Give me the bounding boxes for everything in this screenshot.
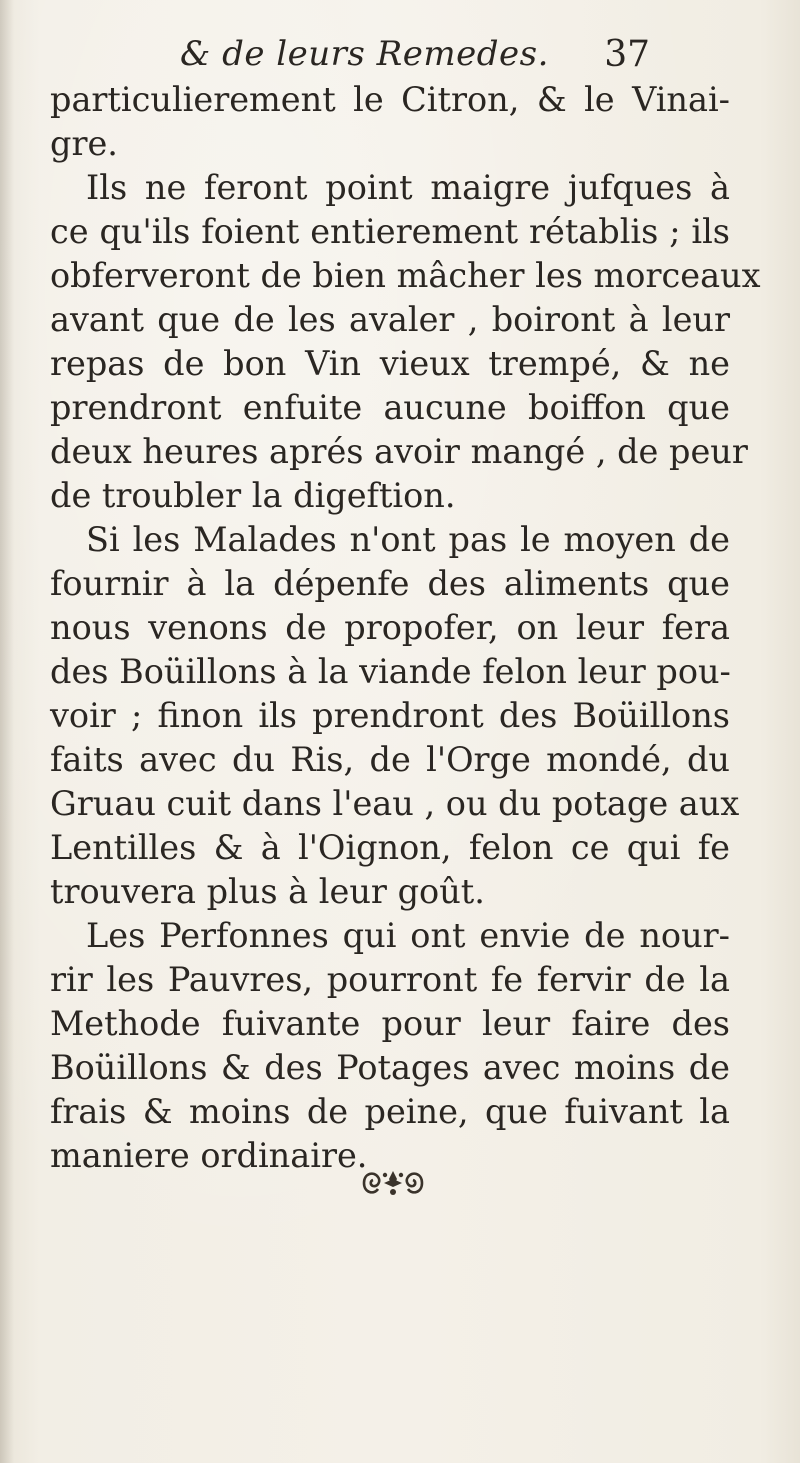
text-line: faits avec du Ris, de l'Orge mondé, du <box>50 740 730 779</box>
text-line: Lentilles & à l'Oignon, felon ce qui fe <box>50 828 730 867</box>
spine-shadow <box>0 0 14 1463</box>
paragraph-start-line: Ils ne feront point maigre jufques à <box>86 168 730 207</box>
text-line: Gruau cuit dans l'eau , ou du potage aux <box>50 784 740 823</box>
text-line: fournir à la dépenfe des aliments que <box>50 564 730 603</box>
text-line: frais & moins de peine, que fuivant la <box>50 1092 730 1131</box>
text-line: rir les Pauvres, pourront fe fervir de la <box>50 960 730 999</box>
text-line: des Boüillons à la viande felon leur pou- <box>50 652 731 691</box>
text-line: ce qu'ils foient entierement rétablis ; ils <box>50 212 730 251</box>
paragraph-start-line: Si les Malades n'ont pas le moyen de <box>86 520 730 559</box>
text-line: prendront enfuite aucune boiffon que <box>50 388 730 427</box>
text-line: de troubler la digeftion. <box>50 476 456 515</box>
body-text <box>50 78 761 1178</box>
text-line: obferveront de bien mâcher les morceaux <box>50 256 761 295</box>
text-line: voir ; finon ils prendront des Boüillons <box>50 696 730 735</box>
page-number: 37 <box>604 34 650 75</box>
text-line: avant que de les avaler , boiront à leur <box>50 300 730 339</box>
running-head <box>180 34 650 84</box>
text-line: particulierement le Citron, & le Vinai- <box>50 80 730 119</box>
fleuron-ornament-icon <box>358 1165 428 1201</box>
running-head-title: & de leurs Remedes. <box>180 34 549 74</box>
text-line: maniere ordinaire. <box>50 1136 368 1175</box>
text-line: Methode fuivante pour leur faire des <box>50 1004 730 1043</box>
text-line: repas de bon Vin vieux trempé, & ne <box>50 344 730 383</box>
text-line: deux heures aprés avoir mangé , de peur <box>50 432 748 471</box>
text-line: Boüillons & des Potages avec moins de <box>50 1048 730 1087</box>
paragraph-start-line: Les Perfonnes qui ont envie de nour- <box>86 916 730 955</box>
text-line: trouvera plus à leur goût. <box>50 872 485 911</box>
text-line: nous venons de propofer, on leur fera <box>50 608 730 647</box>
text-line: gre. <box>50 124 118 163</box>
